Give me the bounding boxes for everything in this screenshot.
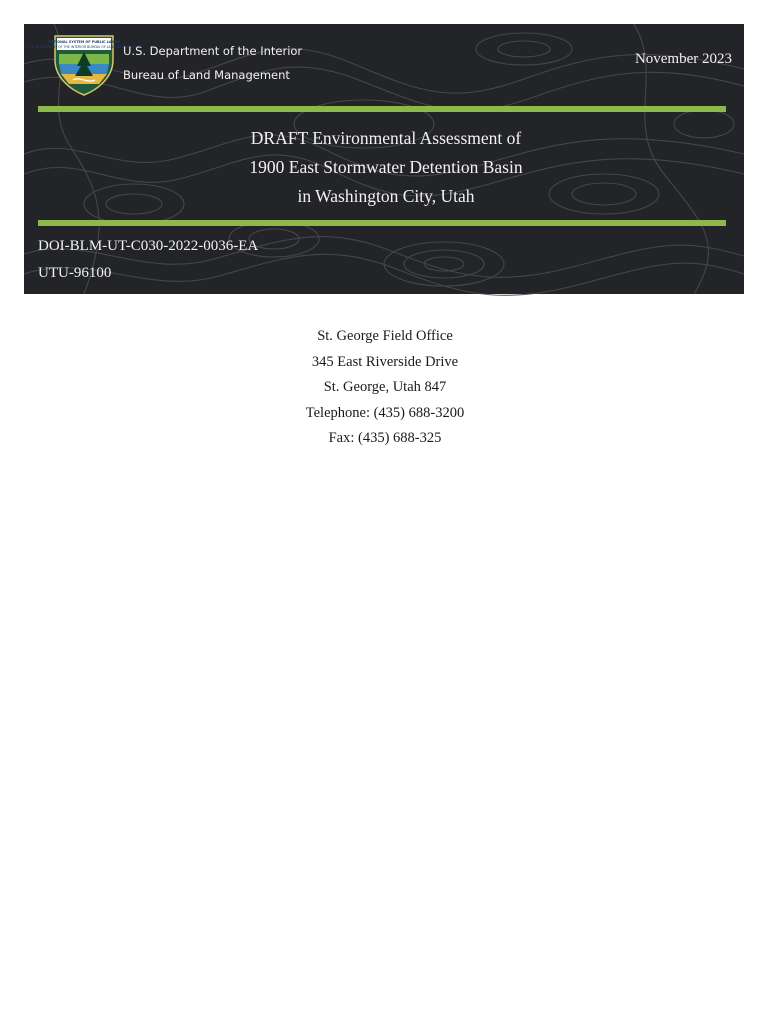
agency-bureau: Bureau of Land Management <box>123 68 290 82</box>
field-office-address <box>0 324 770 452</box>
office-fax: Fax: (435) 688-325 <box>328 430 442 447</box>
blm-logo <box>28 30 140 96</box>
document-title <box>164 124 608 211</box>
accent-rule-bottom <box>38 220 726 226</box>
doi-number: DOI-BLM-UT-C030-2022-0036-EA <box>38 238 259 254</box>
accent-rule-top <box>38 106 726 112</box>
logo-text-1: NATIONAL SYSTEM OF PUBLIC LANDS <box>48 40 120 44</box>
publication-date: November 2023 <box>634 51 732 67</box>
office-telephone: Telephone: (435) 688-3200 <box>305 404 465 421</box>
title-line-3: in Washington City, Utah <box>297 186 475 206</box>
agency-department: U.S. Department of the Interior <box>123 44 303 58</box>
cover-banner <box>24 24 744 294</box>
title-line-1: DRAFT Environmental Assessment of <box>250 128 522 148</box>
title-line-2: 1900 East Stormwater Detention Basin <box>249 157 523 177</box>
logo-text-2: U.S. DEPARTMENT OF THE INTERIOR BUREAU OF LAND MANAGEMENT <box>28 45 140 49</box>
office-street: 345 East Riverside Drive <box>311 353 459 370</box>
office-name: St. George Field Office <box>317 328 453 344</box>
utu-number: UTU-96100 <box>38 265 112 281</box>
office-city: St. George, Utah 847 <box>323 379 447 396</box>
